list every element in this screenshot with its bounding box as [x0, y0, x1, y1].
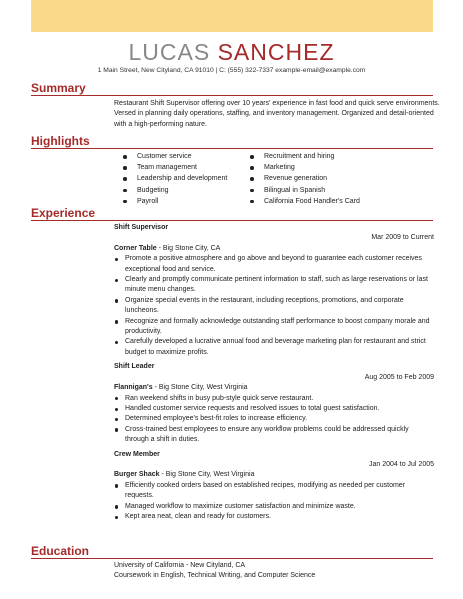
list-item: Customer service [123, 151, 227, 162]
list-item: Kept area neat, clean and ready for customers. [114, 512, 434, 522]
company-location: - Big Stone City, West Virginia [159, 471, 255, 479]
list-item: Bilingual in Spanish [250, 185, 360, 196]
list-item: Budgeting [123, 185, 227, 196]
list-item: Clearly and promptly communicate pertinent information to staff, such as large reservations or last minute menu changes. [114, 275, 434, 296]
job-duties [114, 394, 434, 446]
list-item: Recognize and formally acknowledge outstanding staff performance to boost company morale and productivity. [114, 317, 434, 338]
first-name: LUCAS [128, 39, 211, 65]
job-dates: Mar 2009 to Current [371, 234, 434, 242]
job-entry [114, 223, 434, 358]
job-title: Shift Supervisor [114, 224, 169, 231]
job-duties [114, 254, 434, 358]
list-item: Handled customer service requests and resolved issues to total guest satisfaction. [114, 404, 434, 414]
section-divider [31, 220, 433, 221]
list-item: Leadership and development [123, 173, 227, 184]
list-item: Marketing [250, 162, 360, 173]
top-accent-bar [31, 0, 433, 32]
section-title-summary: Summary [31, 81, 86, 95]
job-employer [114, 470, 434, 480]
list-item: Ran weekend shifts in busy pub-style quick serve restaurant. [114, 394, 434, 404]
coursework: Coursework in English, Technical Writing, and Computer Science [114, 572, 316, 580]
last-name: SANCHEZ [217, 39, 335, 65]
list-item: Revenue generation [250, 173, 360, 184]
section-title-highlights: Highlights [31, 134, 90, 148]
list-item: Efficiently cooked orders based on established recipes, modifying as needed per customer requests. [114, 481, 434, 502]
education-content [114, 561, 440, 582]
list-item: Managed workflow to maximize customer satisfaction and minimize waste. [114, 502, 434, 512]
job-employer [114, 383, 434, 393]
section-divider [31, 148, 433, 149]
list-item: Recruitment and hiring [250, 151, 360, 162]
section-title-experience: Experience [31, 206, 96, 220]
experience-content [114, 223, 434, 522]
candidate-name [0, 38, 463, 66]
list-item: Cross-trained best employees to ensure any workflow problems could be addressed quickly through a shift in duties. [114, 425, 434, 446]
company-name: Corner Table [114, 244, 157, 252]
list-item: Organize special events in the restaurant, including receptions, promotions, and corporate luncheons. [114, 296, 434, 317]
job-entry [114, 362, 434, 445]
section-divider [31, 95, 433, 96]
contact-line: 1 Main Street, New Cityland, CA 91010 | C: (555) 322-7337 example-email@example.com [97, 67, 366, 74]
job-duties [114, 481, 434, 523]
company-name: Flannigan's [114, 384, 153, 392]
list-item: Promote a positive atmosphere and go above and beyond to guarantee each customer receives exceptional food and service. [114, 254, 434, 275]
company-location: - Big Stone City, CA [156, 244, 221, 252]
list-item: Team management [123, 162, 227, 173]
company-location: - Big Stone City, West Virginia [152, 384, 248, 392]
list-item: Determined employee's best-fit roles to increase efficiency. [114, 414, 434, 424]
job-title: Shift Leader [114, 363, 155, 371]
job-dates: Jan 2004 to Jul 2005 [369, 460, 434, 468]
job-entry [114, 450, 434, 523]
list-item: California Food Handler's Card [250, 196, 360, 207]
section-title-education: Education [31, 544, 90, 558]
job-title: Crew Member [114, 450, 160, 458]
section-divider [31, 558, 433, 559]
list-item: Carefully developed a lucrative annual food and beverage marketing plan for restaurant and strict budget to maximize profits. [114, 337, 434, 358]
job-dates: Aug 2005 to Feb 2009 [364, 373, 434, 381]
school-name: University of California - New Cityland, CA [114, 562, 246, 569]
company-name: Burger Shack [114, 471, 160, 479]
highlights-list-right [250, 151, 360, 207]
summary-text: Restaurant Shift Supervisor offering over 10 years' experience in fast food and quick serve environments. Versed in planning daily operations, staffing, and inventory management. Organized and detail-oriented with a high-performing nature. [114, 100, 440, 128]
highlights-list-left [123, 151, 227, 207]
job-employer [114, 244, 434, 254]
list-item: Payroll [123, 196, 227, 207]
